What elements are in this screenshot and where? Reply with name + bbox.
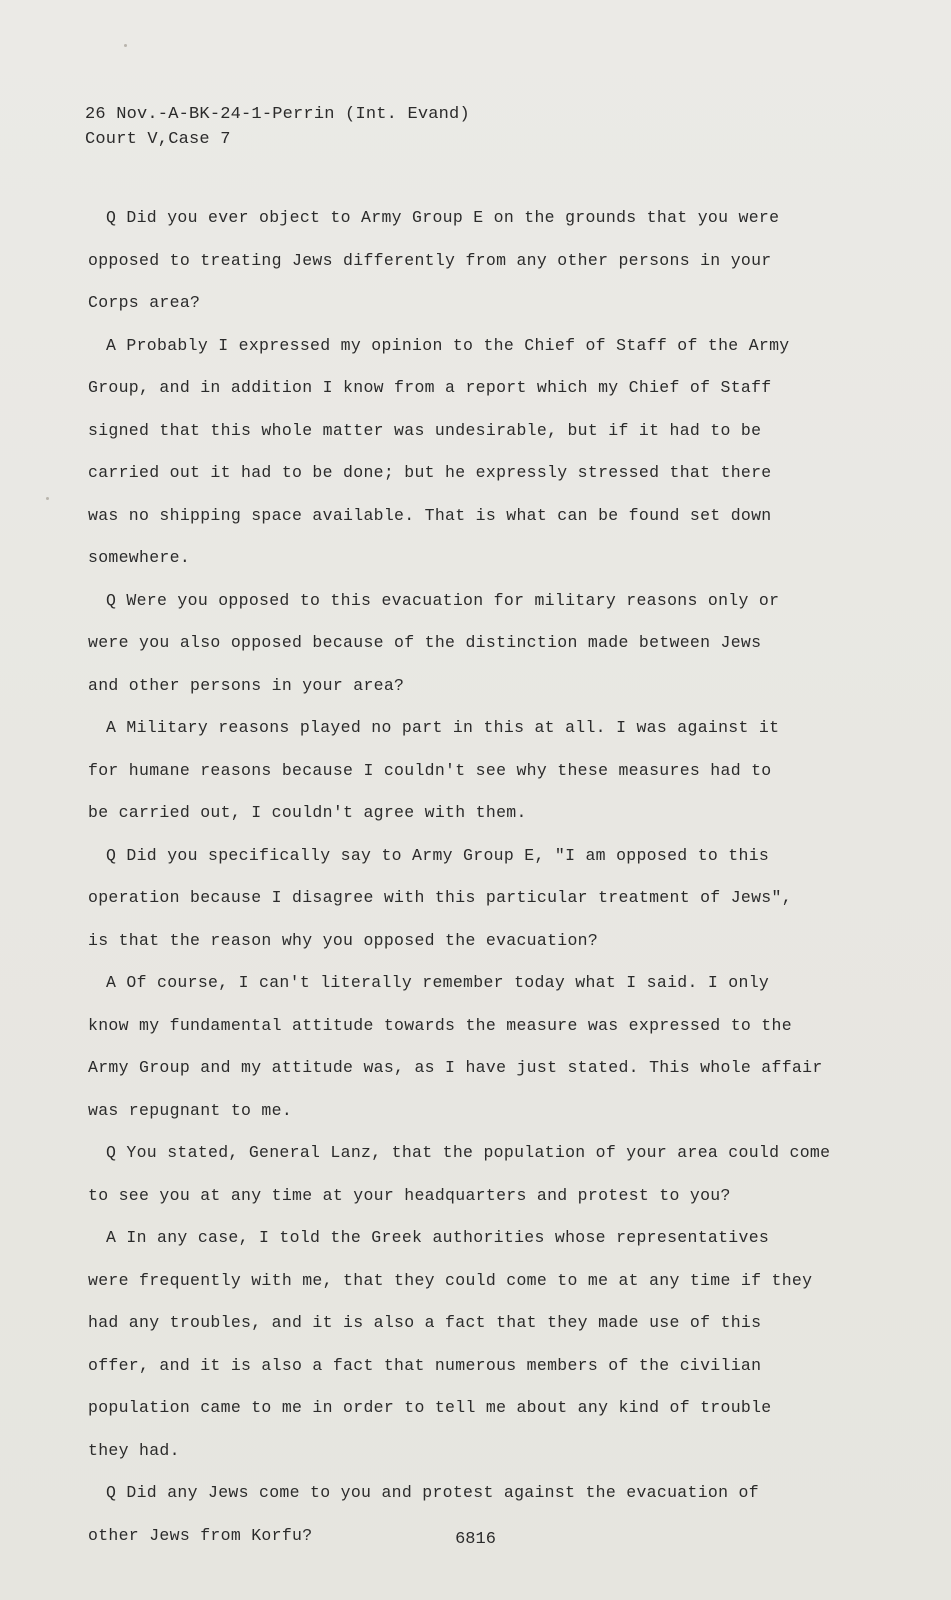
transcript-paragraph [88,325,868,580]
text-line: Q Did you specifically say to Army Group E, "I am opposed to this [106,845,770,865]
header-case-line: Court V,Case 7 [85,130,231,149]
transcript-body [88,197,868,1557]
paper-speck [46,497,49,500]
text-line: signed that this whole matter was undesirable, but if it had to be [88,420,762,440]
text-line: had any troubles, and it is also a fact that they made use of this [88,1313,762,1332]
text-line: A In any case, I told the Greek authorities whose representatives [106,1228,770,1247]
text-line: offer, and it is also a fact that numerous members of the civilian [88,1355,762,1375]
page-number: 6816 [455,1530,496,1549]
text-line: was no shipping space available. That is what can be found set down [88,505,772,525]
text-line: Q You stated, General Lanz, that the population of your area could come [106,1143,831,1162]
text-line: is that the reason why you opposed the evacuation? [88,930,599,950]
text-line: A Of course, I can't literally remember today what I said. I only [106,973,770,992]
text-line: were frequently with me, that they could come to me at any time if they [88,1270,813,1290]
text-line: know my fundamental attitude towards the measure was expressed to the [88,1015,792,1035]
transcript-paragraph [88,835,868,963]
header-session-line: 26 Nov.-A-BK-24-1-Perrin (Int. Evand) [85,105,470,124]
text-line: to see you at any time at your headquarters and protest to you? [88,1185,731,1205]
text-line: and other persons in your area? [88,675,405,695]
text-line: they had. [88,1440,180,1460]
paper-speck [124,44,127,47]
text-line: operation because I disagree with this particular treatment of Jews", [88,888,792,907]
text-line: was repugnant to me. [88,1100,293,1120]
text-line: Q Did you ever object to Army Group E on the grounds that you were [106,208,780,227]
text-line: be carried out, I couldn't agree with them. [88,803,527,822]
text-line: population came to me in order to tell me about any kind of trouble [88,1398,772,1417]
text-line: other Jews from Korfu? [88,1525,313,1545]
text-line: Q Did any Jews come to you and protest against the evacuation of [106,1483,759,1502]
transcript-paragraph [88,1217,868,1472]
transcript-paragraph [88,580,868,708]
text-line: A Probably I expressed my opinion to the Chief of Staff of the Army [106,335,790,355]
text-line: Q Were you opposed to this evacuation for military reasons only or [106,590,780,610]
text-line: for humane reasons because I couldn't see why these measures had to [88,760,772,780]
transcript-paragraph [88,1132,868,1217]
transcript-paragraph [88,197,868,325]
text-line: Group, and in addition I know from a report which my Chief of Staff [88,378,772,397]
transcript-paragraph [88,707,868,835]
text-line: were you also opposed because of the distinction made between Jews [88,633,762,652]
text-line: Army Group and my attitude was, as I have just stated. This whole affair [88,1058,823,1077]
transcript-paragraph [88,962,868,1132]
text-line: carried out it had to be done; but he expressly stressed that there [88,463,772,482]
transcript-header [85,102,470,152]
text-line: Corps area? [88,293,201,312]
text-line: opposed to treating Jews differently from any other persons in your [88,250,772,270]
text-line: A Military reasons played no part in this at all. I was against it [106,718,780,737]
text-line: somewhere. [88,548,191,567]
